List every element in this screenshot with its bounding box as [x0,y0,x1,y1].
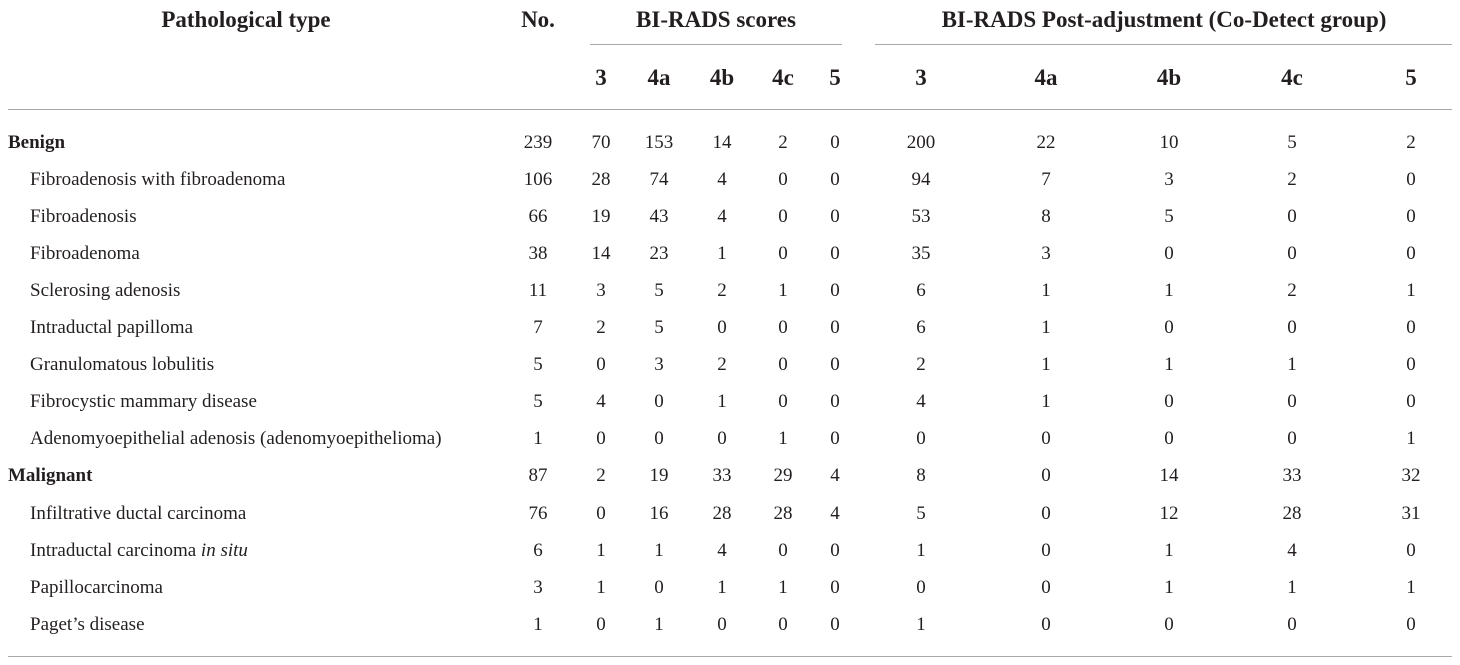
row-label-text: Fibroadenosis with fibroadenoma [30,169,286,191]
table-cell: 66 [528,206,548,228]
table-cell: 4 [1287,539,1297,561]
table-row [0,170,1460,207]
table-cell: 4 [717,206,727,228]
table-row [0,429,1460,466]
table-row [0,578,1460,615]
table-cell: 14 [591,243,611,265]
table-cell: 2 [596,317,606,339]
table-row [0,355,1460,392]
table-cell: 0 [654,576,664,598]
table-cell: 1 [1041,317,1051,339]
table-cell: 0 [830,613,840,635]
table-cell: 11 [528,280,548,302]
table-cell: 28 [773,502,793,524]
table-cell: 0 [1406,317,1416,339]
row-label-text: Fibroadenoma [30,243,140,265]
table-cell: 0 [778,613,788,635]
table-cell: 4 [830,465,840,487]
row-label-text: Benign [8,132,66,153]
table-cell: 43 [649,206,669,228]
table-cell: 0 [830,206,840,228]
header-no: No. [521,7,555,32]
subheader-birads-4c: 4c [772,65,794,90]
table-cell: 5 [654,280,664,302]
table-cell: 0 [830,317,840,339]
table-cell: 33 [712,465,732,487]
row-label-text: Infiltrative ductal carcinoma [30,502,247,524]
table-cell: 2 [916,354,926,376]
table-cell: 4 [717,169,727,191]
table-cell: 0 [830,354,840,376]
row-label [30,578,163,597]
table-cell: 5 [1287,132,1297,153]
table-cell: 7 [533,317,543,339]
row-label [30,207,137,226]
table-cell: 0 [1164,317,1174,339]
table-cell: 1 [654,539,664,561]
table-cell: 0 [1287,391,1297,413]
table-cell: 0 [717,613,727,635]
row-label-text: Papillocarcinoma [30,576,163,598]
table-cell: 0 [1287,243,1297,265]
table-cell: 10 [1159,132,1179,153]
table-cell: 28 [591,169,611,191]
header-birads-scores: BI-RADS scores [636,7,796,32]
table-cell: 0 [1164,391,1174,413]
table-row [0,541,1460,578]
row-label-text: Fibrocystic mammary disease [30,391,257,413]
table-cell: 1 [533,428,543,450]
table-row [0,207,1460,244]
table-cell: 8 [1041,206,1051,228]
subheader-birads-4b: 4b [709,65,735,90]
table-cell: 1 [717,243,727,265]
table-row [0,318,1460,355]
table-cell: 5 [916,502,926,524]
table-cell: 0 [1164,428,1174,450]
table-cell: 14 [712,132,732,153]
group2-underline [875,44,1452,45]
table-cell: 0 [1041,428,1051,450]
table-cell: 2 [1287,280,1297,302]
table-cell: 3 [654,354,664,376]
row-label-text: Paget’s disease [30,613,145,635]
table-cell: 1 [1164,539,1174,561]
table-row [0,244,1460,281]
table-cell: 33 [1282,465,1302,487]
table-cell: 0 [1287,428,1297,450]
table-cell: 239 [523,132,553,153]
table-cell: 2 [596,465,606,487]
table-cell: 3 [533,576,543,598]
row-label [30,429,442,448]
subheader-birads-5: 5 [829,65,841,90]
table-cell: 4 [916,391,926,413]
table-cell: 35 [911,243,931,265]
table-cell: 0 [596,613,606,635]
table-cell: 1 [1164,576,1174,598]
table-cell: 53 [911,206,931,228]
group-label [8,466,92,485]
subheader-post-4c: 4c [1281,65,1303,90]
header-rule [8,109,1452,110]
table-cell: 76 [528,502,548,524]
row-label [30,392,257,411]
subheader-post-5: 5 [1405,65,1417,90]
row-label [30,504,246,523]
table-cell: 0 [1164,243,1174,265]
table-cell: 4 [596,391,606,413]
table-cell: 2 [1287,169,1297,191]
table-cell: 0 [916,428,926,450]
table-cell: 0 [830,243,840,265]
table-cell: 12 [1159,502,1179,524]
table-cell: 19 [591,206,611,228]
table-cell: 0 [778,539,788,561]
table-cell: 106 [523,169,553,191]
table-cell: 200 [906,132,936,153]
table-cell: 7 [1041,169,1051,191]
table-cell: 70 [591,132,611,153]
table-cell: 5 [654,317,664,339]
table-cell: 6 [533,539,543,561]
row-label [30,170,285,189]
table-row [0,392,1460,429]
table-cell: 1 [533,613,543,635]
table-cell: 0 [1287,613,1297,635]
table-cell: 1 [778,576,788,598]
table-cell: 0 [830,391,840,413]
table-cell: 0 [1287,317,1297,339]
table-cell: 0 [778,354,788,376]
table-cell: 0 [916,576,926,598]
table-cell: 1 [654,613,664,635]
group-label [8,133,65,152]
table-cell: 0 [1041,502,1051,524]
table-cell: 0 [717,428,727,450]
table-cell: 0 [1164,613,1174,635]
table-cell: 2 [1406,132,1416,153]
table-cell: 2 [717,354,727,376]
table-cell: 3 [1041,243,1051,265]
subheader-birads-4a: 4a [647,65,671,90]
group1-underline [590,44,842,45]
table-cell: 0 [830,576,840,598]
row-label-text: Adenomyoepithelial adenosis (adenomyoepithelioma) [30,428,442,450]
table-cell: 0 [778,243,788,265]
subheader-post-4a: 4a [1034,65,1058,90]
row-label-text: Sclerosing adenosis [30,280,181,302]
subheader-birads-3: 3 [595,65,607,90]
table-cell: 1 [1406,576,1416,598]
table-cell: 0 [1406,243,1416,265]
table-cell: 0 [1406,539,1416,561]
table-cell: 0 [654,428,664,450]
row-label-text: Intraductal papilloma [30,317,194,339]
table-cell: 4 [717,539,727,561]
table-cell: 0 [1406,391,1416,413]
table-cell: 1 [1041,280,1051,302]
table-cell: 29 [773,465,793,487]
table-group-row [0,466,1460,503]
header-pathological-type: Pathological type [161,7,331,32]
table-cell: 0 [778,391,788,413]
table-cell: 23 [649,243,669,265]
row-label [30,355,214,374]
row-label-italic: in situ [200,539,248,561]
table-cell: 32 [1401,465,1421,487]
table-cell: 0 [830,169,840,191]
table-cell: 1 [1287,354,1297,376]
table-cell: 28 [1282,502,1302,524]
row-label [30,615,145,634]
subheader-post-3: 3 [915,65,927,90]
table-cell: 87 [528,465,548,487]
table-group-row [0,133,1460,170]
table-cell: 1 [1041,354,1051,376]
table-cell: 0 [596,354,606,376]
table-cell: 5 [533,354,543,376]
table-row [0,504,1460,541]
table-cell: 3 [596,280,606,302]
table-row [0,281,1460,318]
row-label-text: Intraductal carcinoma [30,539,201,561]
table-cell: 0 [1406,613,1416,635]
table-cell: 0 [596,502,606,524]
table-cell: 5 [1164,206,1174,228]
table-cell: 0 [717,317,727,339]
table-cell: 1 [596,539,606,561]
table-cell: 0 [778,317,788,339]
table-cell: 153 [644,132,674,153]
table-cell: 0 [778,169,788,191]
table-cell: 0 [1406,169,1416,191]
row-label [30,244,140,263]
table-cell: 1 [1041,391,1051,413]
table-cell: 0 [654,391,664,413]
table-cell: 1 [778,428,788,450]
subheader-post-4b: 4b [1156,65,1182,90]
table-cell: 1 [916,613,926,635]
table-cell: 0 [1041,613,1051,635]
table-cell: 94 [911,169,931,191]
table-cell: 0 [596,428,606,450]
table-cell: 0 [1406,354,1416,376]
table-cell: 22 [1036,132,1056,153]
table-cell: 3 [1164,169,1174,191]
table-cell: 2 [778,132,788,153]
row-label [30,318,193,337]
header-birads-post-adjustment: BI-RADS Post-adjustment (Co-Detect group) [941,7,1387,32]
table-cell: 31 [1401,502,1421,524]
table-cell: 74 [649,169,669,191]
table-cell: 1 [1164,354,1174,376]
table-cell: 0 [830,428,840,450]
table-cell: 2 [717,280,727,302]
table-cell: 4 [830,502,840,524]
table-cell: 0 [1041,465,1051,487]
table-cell: 0 [1406,206,1416,228]
table-cell: 28 [712,502,732,524]
table-cell: 1 [1406,280,1416,302]
row-label-text: Malignant [8,465,93,487]
table-cell: 8 [916,465,926,487]
table-cell: 1 [596,576,606,598]
table-cell: 14 [1159,465,1179,487]
table-cell: 1 [1406,428,1416,450]
table-cell: 1 [1287,576,1297,598]
table-cell: 1 [717,391,727,413]
table-cell: 5 [533,391,543,413]
table-cell: 0 [830,132,840,153]
bottom-rule [8,656,1452,657]
row-label-text: Granulomatous lobulitis [30,354,215,376]
table-cell: 1 [778,280,788,302]
table-cell: 0 [778,206,788,228]
row-label [30,541,248,560]
table-cell: 6 [916,280,926,302]
table-cell: 6 [916,317,926,339]
row-label [30,281,180,300]
table-row [0,615,1460,652]
table-cell: 0 [1287,206,1297,228]
table-cell: 0 [1041,576,1051,598]
table-cell: 19 [649,465,669,487]
table-cell: 38 [528,243,548,265]
row-label-text: Fibroadenosis [30,206,137,228]
table-cell: 0 [1041,539,1051,561]
table-cell: 1 [916,539,926,561]
table-cell: 16 [649,502,669,524]
table-cell: 0 [830,280,840,302]
table-cell: 0 [830,539,840,561]
table-cell: 1 [1164,280,1174,302]
table-cell: 1 [717,576,727,598]
